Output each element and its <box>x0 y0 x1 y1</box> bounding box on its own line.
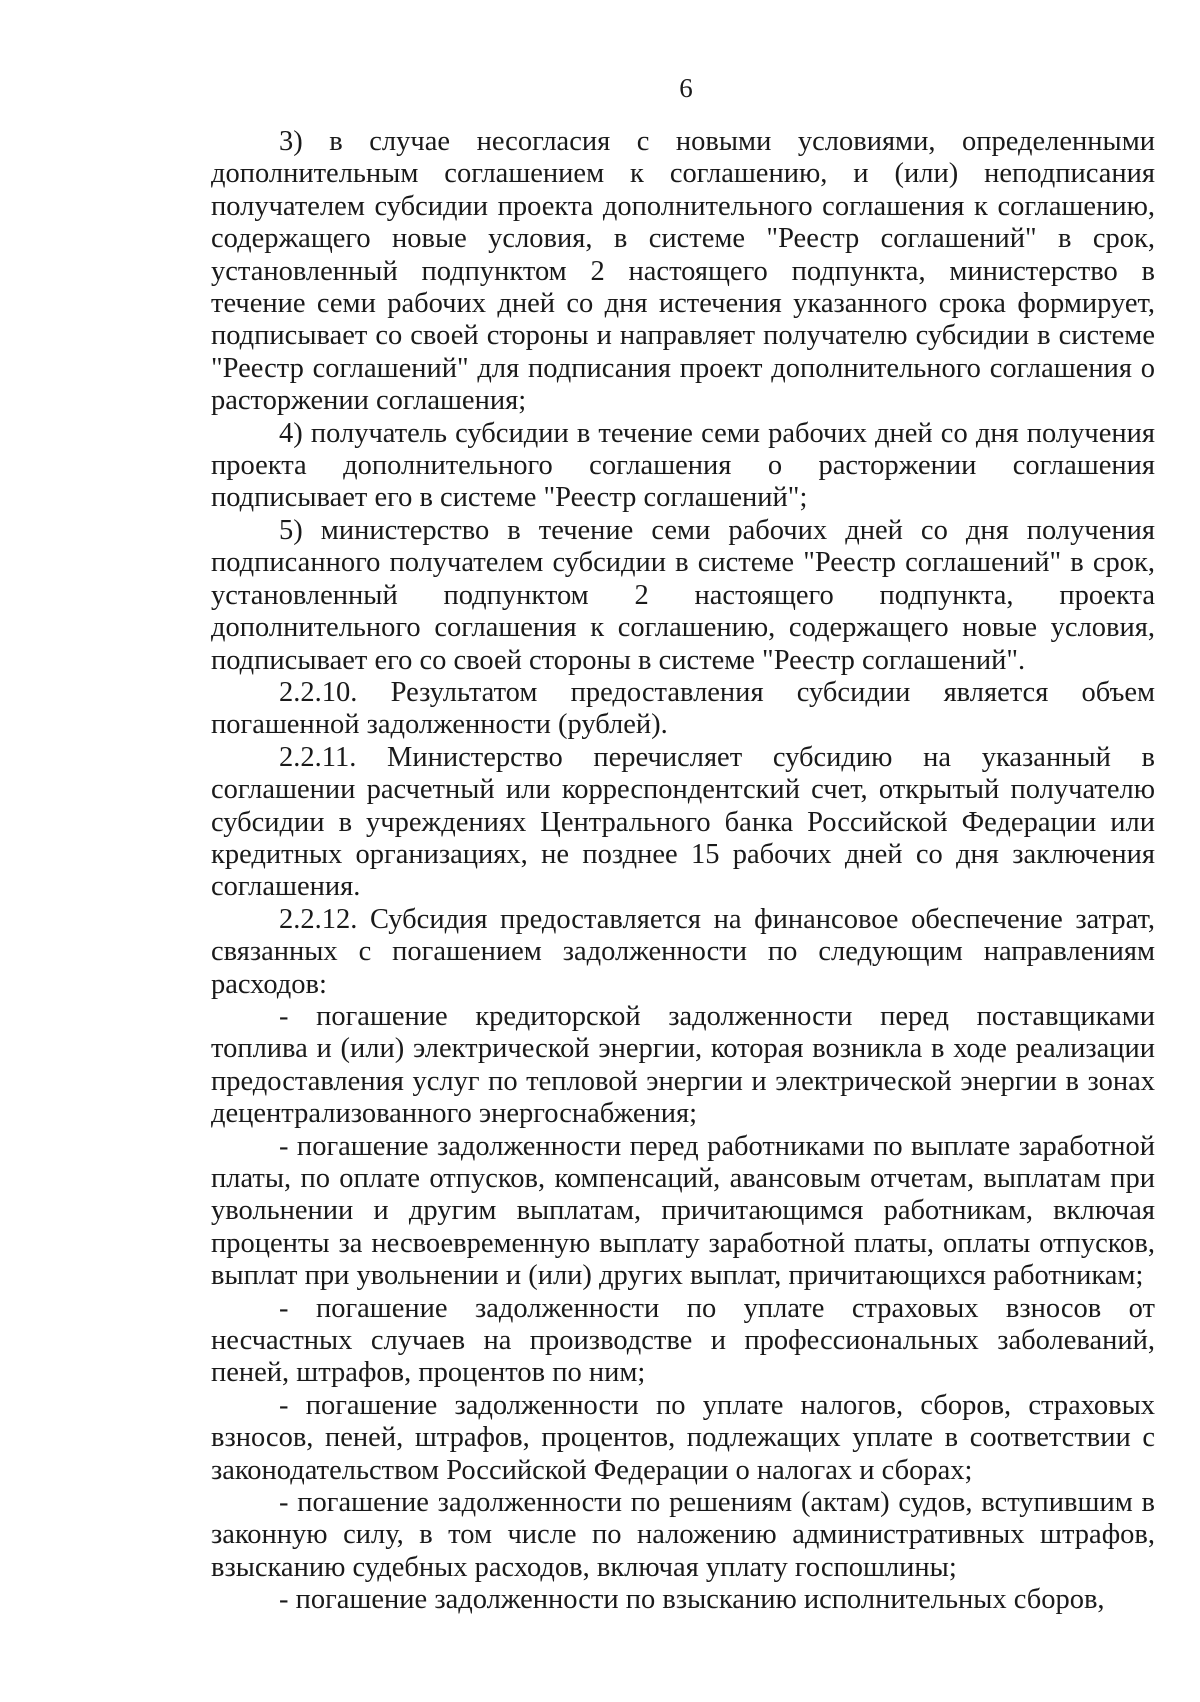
paragraph-item-3: 3) в случае несогласия с новыми условиями, определенными дополнительным соглашением к соглашению, и (или) неподписания получателем субсидии проекта дополнительного соглашения к соглашению, содержащего новые условия, в системе "Реестр соглашений" в срок, установленный подпунктом 2 настоящего подпункта, министерство в течение семи рабочих дней со дня истечения указанного срока формирует, подписывает со своей стороны и направляет получателю субсидии в системе "Реестр соглашений" для подписания проект дополнительного соглашения о расторжении соглашения; <box>211 126 1155 417</box>
paragraph-item-5: 5) министерство в течение семи рабочих дней со дня получения подписанного получателем субсидии в системе "Реестр соглашений" в срок, установленный подпунктом 2 настоящего подпункта, проекта дополнительного соглашения к соглашению, содержащего новые условия, подписывает его со своей стороны в системе "Реестр соглашений". <box>211 514 1155 676</box>
paragraph-2-2-10: 2.2.10. Результатом предоставления субсидии является объем погашенной задолженности (рублей). <box>211 676 1155 741</box>
expense-item-supplier-debt: - погашение кредиторской задолженности перед поставщиками топлива и (или) электрической энергии, которая возникла в ходе реализации предоставления услуг по тепловой энергии и электрической энергии в зонах децентрализованного энергоснабжения; <box>211 1000 1155 1130</box>
paragraph-2-2-12: 2.2.12. Субсидия предоставляется на финансовое обеспечение затрат, связанных с погашением задолженности по следующим направлениям расходов: <box>211 903 1155 1000</box>
expense-item-tax-debt: - погашение задолженности по уплате налогов, сборов, страховых взносов, пеней, штрафов, процентов, подлежащих уплате в соответствии с законодательством Российской Федерации о налогах и сборах; <box>211 1389 1155 1486</box>
page-number: 6 <box>679 73 693 103</box>
expense-item-wage-debt: - погашение задолженности перед работниками по выплате заработной платы, по оплате отпусков, компенсаций, авансовым отчетам, выплатам при увольнении и другим выплатам, причитающимся работникам, включая проценты за несвоевременную выплату заработной платы, оплаты отпусков, выплат при увольнении и (или) других выплат, причитающихся работникам; <box>211 1130 1155 1292</box>
document-body <box>211 126 1155 1617</box>
expense-item-insurance-debt: - погашение задолженности по уплате страховых взносов от несчастных случаев на производстве и профессиональных заболеваний, пеней, штрафов, процентов по ним; <box>211 1292 1155 1389</box>
expense-item-enforcement-fees: - погашение задолженности по взысканию исполнительных сборов, <box>279 1584 1105 1616</box>
paragraph-2-2-11: 2.2.11. Министерство перечисляет субсидию на указанный в соглашении расчетный или корреспондентский счет, открытый получателю субсидии в учреждениях Центрального банка Российской Федерации или кредитных организациях, не позднее 15 рабочих дней со дня заключения соглашения. <box>211 741 1155 903</box>
paragraph-item-4: 4) получатель субсидии в течение семи рабочих дней со дня получения проекта дополнительного соглашения о расторжении соглашения подписывает его в системе "Реестр соглашений"; <box>211 417 1155 514</box>
expense-item-court-debt: - погашение задолженности по решениям (актам) судов, вступившим в законную силу, в том числе по наложению административных штрафов, взысканию судебных расходов, включая уплату госпошлины; <box>211 1487 1155 1583</box>
